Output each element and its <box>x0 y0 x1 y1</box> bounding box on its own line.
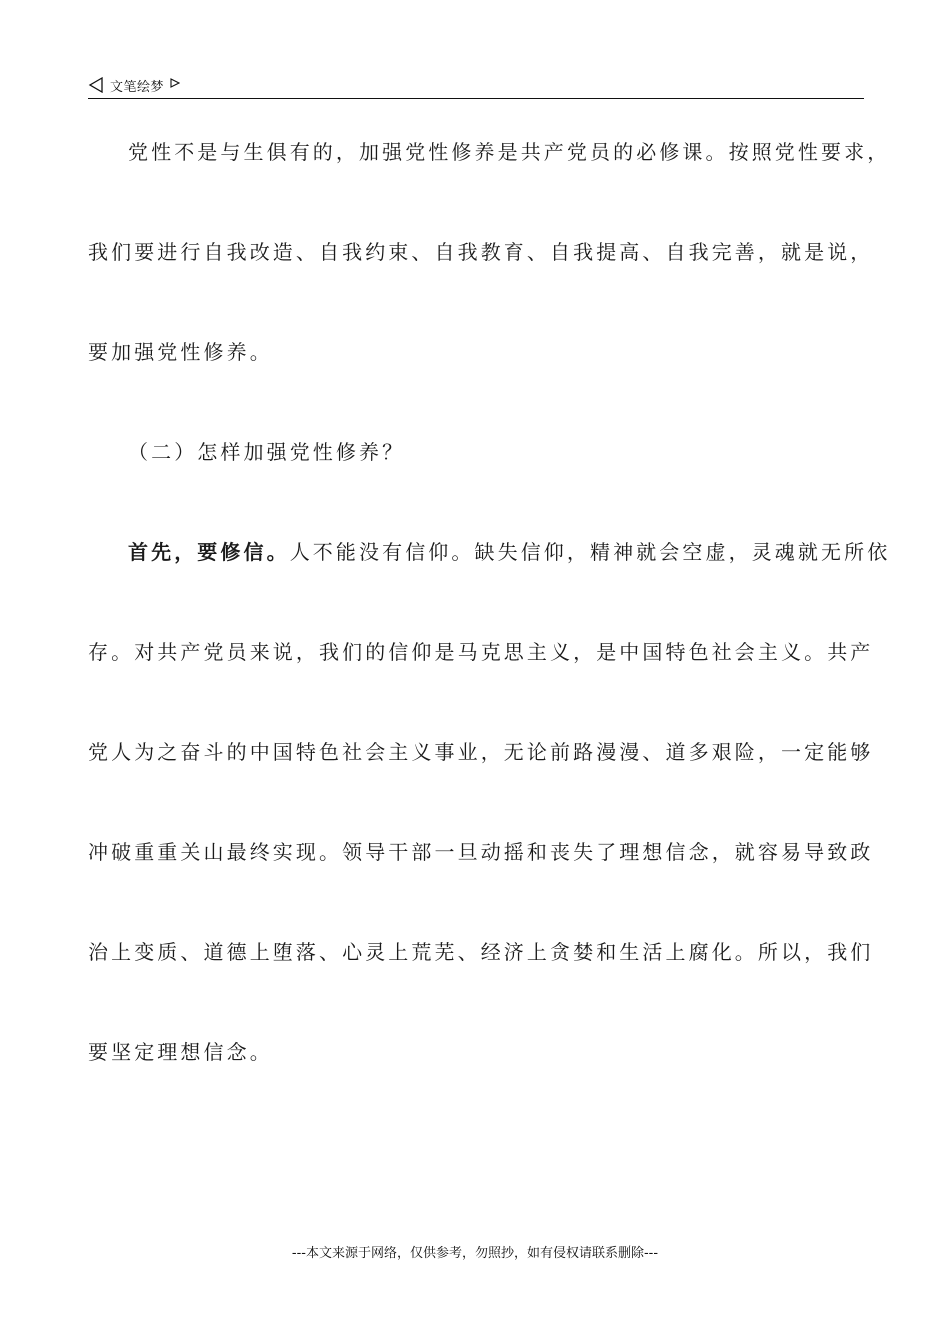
triangle-right-icon <box>170 77 180 87</box>
paragraph-line: 要坚定理想信念。 <box>88 1040 273 1064</box>
paragraph-line <box>88 518 891 618</box>
page-header <box>88 72 864 99</box>
paragraph-text: 人不能没有信仰。缺失信仰，精神就会空虚，灵魂就无所依 <box>289 540 891 564</box>
document-body <box>88 118 891 1118</box>
paragraph-line: 治上变质、道德上堕落、心灵上荒芜、经济上贪婪和生活上腐化。所以，我们 <box>88 940 874 964</box>
paragraph-line: 党性不是与生俱有的，加强党性修养是共产党员的必修课。按照党性要求， <box>128 140 891 164</box>
section-heading: （二）怎样加强党性修养？ <box>128 440 406 464</box>
paragraph-line: 存。对共产党员来说，我们的信仰是马克思主义，是中国特色社会主义。共产 <box>88 640 874 664</box>
paragraph-line: 党人为之奋斗的中国特色社会主义事业，无论前路漫漫、道多艰险，一定能够 <box>88 740 874 764</box>
paragraph-line: 要加强党性修养。 <box>88 340 273 364</box>
triangle-left-icon <box>88 77 104 93</box>
paragraph-line: 冲破重重关山最终实现。领导干部一旦动摇和丧失了理想信念，就容易导致政 <box>88 840 874 864</box>
page-footer-disclaimer: ---本文来源于网络，仅供参考，勿照抄，如有侵权请联系删除--- <box>291 1246 659 1261</box>
paragraph-line: 我们要进行自我改造、自我约束、自我教育、自我提高、自我完善，就是说， <box>88 240 874 264</box>
paragraph-lead: 首先，要修信。 <box>128 540 290 564</box>
header-brand: 文笔绘梦 <box>110 79 165 95</box>
